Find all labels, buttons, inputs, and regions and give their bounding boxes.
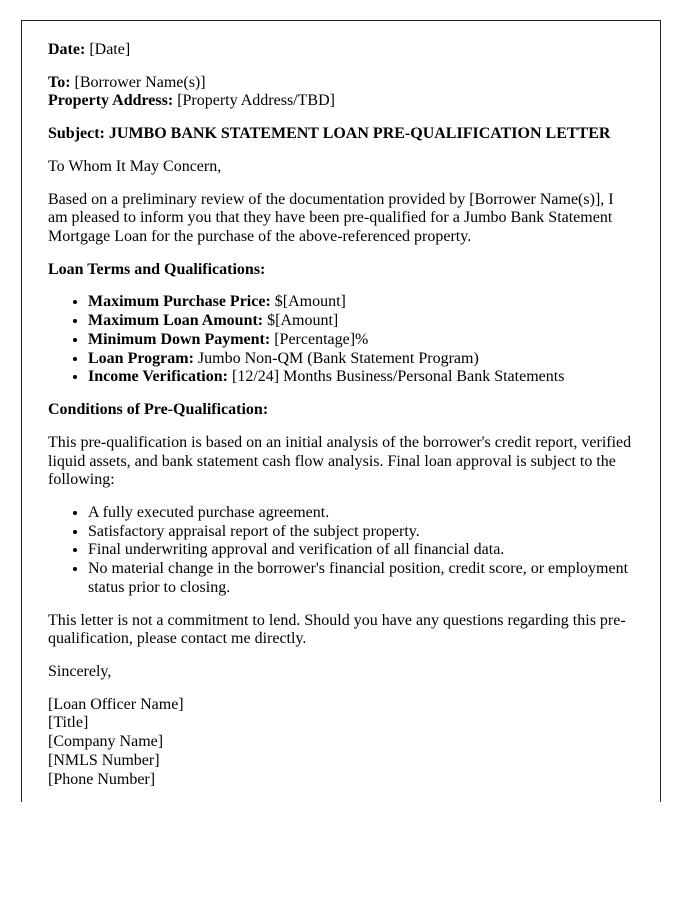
signature-line-officer-name: [Loan Officer Name]	[48, 695, 184, 713]
signature-block	[48, 696, 634, 790]
list-item: • Final underwriting approval and verification of all financial data.	[88, 541, 634, 560]
signature-line-company: [Company Name]	[48, 733, 164, 751]
letter-document	[21, 20, 661, 802]
list-item	[88, 331, 634, 350]
term-value: $[Amount]	[263, 312, 339, 330]
date-line	[48, 41, 634, 60]
conditions-heading: Conditions of Pre-Qualification:	[48, 401, 269, 419]
intro-paragraph: Based on a preliminary review of the documentation provided by [Borrower Name(s)], I am pleased to inform you that they have been pre-qualified for a Jumbo Bank Statement Mortgage Loan for the purchase of the above-referenced property.	[48, 190, 614, 246]
recipient-block	[48, 74, 634, 111]
terms-heading: Loan Terms and Qualifications:	[48, 260, 266, 278]
signature-line-nmls: [NMLS Number]	[48, 751, 160, 769]
term-value: [Percentage]%	[270, 330, 369, 348]
signature-line-title: [Title]	[48, 714, 89, 732]
term-value: Jumbo Non-QM (Bank Statement Program)	[193, 349, 479, 367]
list-item	[88, 312, 634, 331]
list-item	[88, 350, 634, 369]
term-label: Income Verification:	[88, 368, 228, 386]
to-value: [Borrower Name(s)]	[70, 73, 206, 91]
term-label: Maximum Loan Amount:	[88, 312, 264, 330]
signature-line-phone: [Phone Number]	[48, 770, 156, 788]
list-item: • Satisfactory appraisal report of the subject property.	[88, 523, 634, 542]
list-item	[88, 293, 634, 312]
signoff: Sincerely,	[48, 662, 112, 680]
term-label: Minimum Down Payment:	[88, 330, 271, 348]
term-value: $[Amount]	[270, 293, 346, 311]
subject-line: Subject: JUMBO BANK STATEMENT LOAN PRE-QUALIFICATION LETTER	[48, 125, 611, 143]
property-address-label: Property Address:	[48, 92, 174, 110]
loan-terms-list	[48, 293, 634, 387]
to-line	[48, 74, 206, 91]
to-label: To:	[48, 73, 71, 91]
term-label: Loan Program:	[88, 349, 194, 367]
date-label: Date:	[48, 41, 86, 58]
closing-paragraph: This letter is not a commitment to lend. Should you have any questions regarding this pre-qualification, please contact me directly.	[48, 611, 626, 648]
conditions-intro-paragraph: This pre-qualification is based on an initial analysis of the borrower's credit report, verified liquid assets, and bank statement cash flow analysis. Final loan approval is subject to the following:	[48, 433, 632, 489]
list-item: • No material change in the borrower's financial position, credit score, or employment status prior to closing.	[88, 560, 634, 597]
term-label: Maximum Purchase Price:	[88, 293, 271, 311]
term-value: [12/24] Months Business/Personal Bank Statements	[227, 368, 565, 386]
list-item: • A fully executed purchase agreement.	[88, 504, 634, 523]
date-value: [Date]	[85, 41, 131, 58]
list-item	[88, 368, 634, 387]
property-address-line	[48, 92, 335, 109]
conditions-list	[48, 504, 634, 598]
property-address-value: [Property Address/TBD]	[173, 92, 335, 110]
salutation: To Whom It May Concern,	[48, 157, 222, 175]
